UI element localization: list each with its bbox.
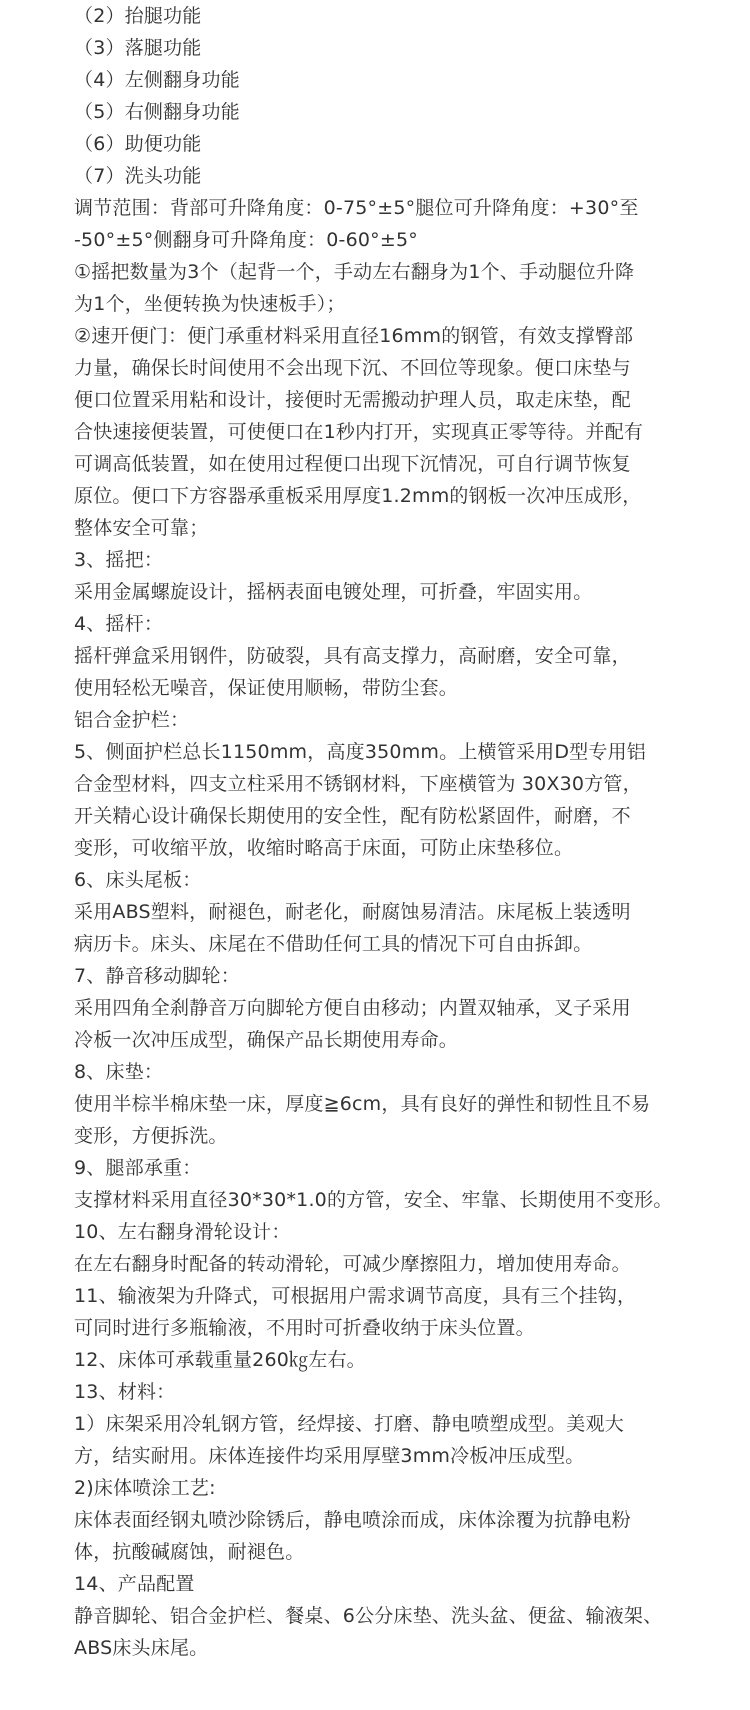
text-line: 力量，确保长时间使用不会出现下沉、不回位等现象。便口床垫与 <box>74 357 631 379</box>
text-line: 变形，可收缩平放，收缩时略高于床面，可防止床垫移位。 <box>74 837 574 859</box>
text-line: 合金型材料，四支立柱采用不锈钢材料，下座横管为 30X30方管， <box>74 773 642 795</box>
text-line: 整体安全可靠； <box>74 517 209 539</box>
section-heading: 4、摇杆： <box>74 613 164 635</box>
text-line: （3）落腿功能 <box>74 37 202 59</box>
text-line: 床体表面经钢丸喷沙除锈后，静电喷涂而成，床体涂覆为抗静电粉 <box>74 1509 631 1531</box>
text-line: （6）助便功能 <box>74 133 202 155</box>
text-line: （4）左侧翻身功能 <box>74 69 240 91</box>
section-heading: 8、床垫： <box>74 1061 164 1083</box>
text-line: 采用ABS塑料，耐褪色，耐老化，耐腐蚀易清洁。床尾板上装透明 <box>74 901 631 923</box>
text-line: 采用金属螺旋设计，摇柄表面电镀处理，可折叠，牢固实用。 <box>74 581 593 603</box>
text-line: 11、输液架为升降式，可根据用户需求调节高度，具有三个挂钩， <box>74 1285 637 1307</box>
section-heading: 3、摇把： <box>74 549 164 571</box>
text-line: 合快速接便装置，可使便口在1秒内打开，实现真正零等待。并配有 <box>74 421 644 443</box>
section-heading: 铝合金护栏： <box>74 709 190 731</box>
text-line: 静音脚轮、铝合金护栏、餐桌、6公分床垫、洗头盆、便盆、输液架、 <box>74 1605 663 1627</box>
text-line: （5）右侧翻身功能 <box>74 101 240 123</box>
text-line: ABS床头床尾。 <box>74 1637 209 1659</box>
text-line: ①摇把数量为3个（起背一个，手动左右翻身为1个、手动腿位升降 <box>74 261 635 283</box>
text-line: 1）床架采用冷轧钢方管，经焊接、打磨、静电喷塑成型。美观大 <box>74 1413 624 1435</box>
text-line: 12、床体可承载重量260㎏左右。 <box>74 1349 366 1371</box>
text-line: 采用四角全刹静音万向脚轮方便自由移动；内置双轴承，叉子采用 <box>74 997 631 1019</box>
text-line: 为1个，坐便转换为快速板手）； <box>74 293 346 315</box>
text-line: 使用轻松无噪音，保证使用顺畅，带防尘套。 <box>74 677 459 699</box>
text-line: 5、侧面护栏总长1150mm，高度350mm。上横管采用D型专用铝 <box>74 741 646 763</box>
text-line: 变形，方便拆洗。 <box>74 1125 228 1147</box>
text-line: 可调高低装置，如在使用过程便口出现下沉情况，可自行调节恢复 <box>74 453 631 475</box>
text-line: 开关精心设计确保长期使用的安全性，配有防松紧固件，耐磨，不 <box>74 805 631 827</box>
text-line: 原位。便口下方容器承重板采用厚度1.2mm的钢板一次冲压成形， <box>74 485 642 507</box>
text-line: 使用半棕半棉床垫一床，厚度≧6cm，具有良好的弹性和韧性且不易 <box>74 1093 651 1115</box>
text-line: 方，结实耐用。床体连接件均采用厚壁3mm冷板冲压成型。 <box>74 1445 585 1467</box>
text-line: -50°±5°侧翻身可升降角度：0-60°±5° <box>74 229 418 251</box>
text-line: 在左右翻身时配备的转动滑轮，可减少摩擦阻力，增加使用寿命。 <box>74 1253 631 1275</box>
section-heading: 10、左右翻身滑轮设计： <box>74 1221 291 1243</box>
text-line: 摇杆弹盒采用钢件，防破裂，具有高支撑力，高耐磨，安全可靠， <box>74 645 631 667</box>
section-heading: 6、床头尾板： <box>74 869 202 891</box>
text-line: 体，抗酸碱腐蚀，耐褪色。 <box>74 1541 305 1563</box>
section-heading: 14、产品配置 <box>74 1573 195 1595</box>
text-line: 2)床体喷涂工艺: <box>74 1477 216 1499</box>
text-line: 冷板一次冲压成型，确保产品长期使用寿命。 <box>74 1029 459 1051</box>
section-heading: 7、静音移动脚轮： <box>74 965 240 987</box>
section-heading: 13、材料： <box>74 1381 176 1403</box>
text-line: 可同时进行多瓶输液，不用时可折叠收纳于床头位置。 <box>74 1317 535 1339</box>
text-line: 病历卡。床头、床尾在不借助任何工具的情况下可自由拆卸。 <box>74 933 593 955</box>
text-line: 便口位置采用粘和设计，接便时无需搬动护理人员，取走床垫，配 <box>74 389 631 411</box>
text-line: 支撑材料采用直径30*30*1.0的方管，安全、牢靠、长期使用不变形。 <box>74 1189 673 1211</box>
text-line: （7）洗头功能 <box>74 165 202 187</box>
text-line: ②速开便门：便门承重材料采用直径16mm的钢管，有效支撑臀部 <box>74 325 634 347</box>
text-line: 调节范围：背部可升降角度：0-75°±5°腿位可升降角度：+30°至 <box>74 197 639 219</box>
text-line: （2）抬腿功能 <box>74 5 202 27</box>
section-heading: 9、腿部承重： <box>74 1157 202 1179</box>
